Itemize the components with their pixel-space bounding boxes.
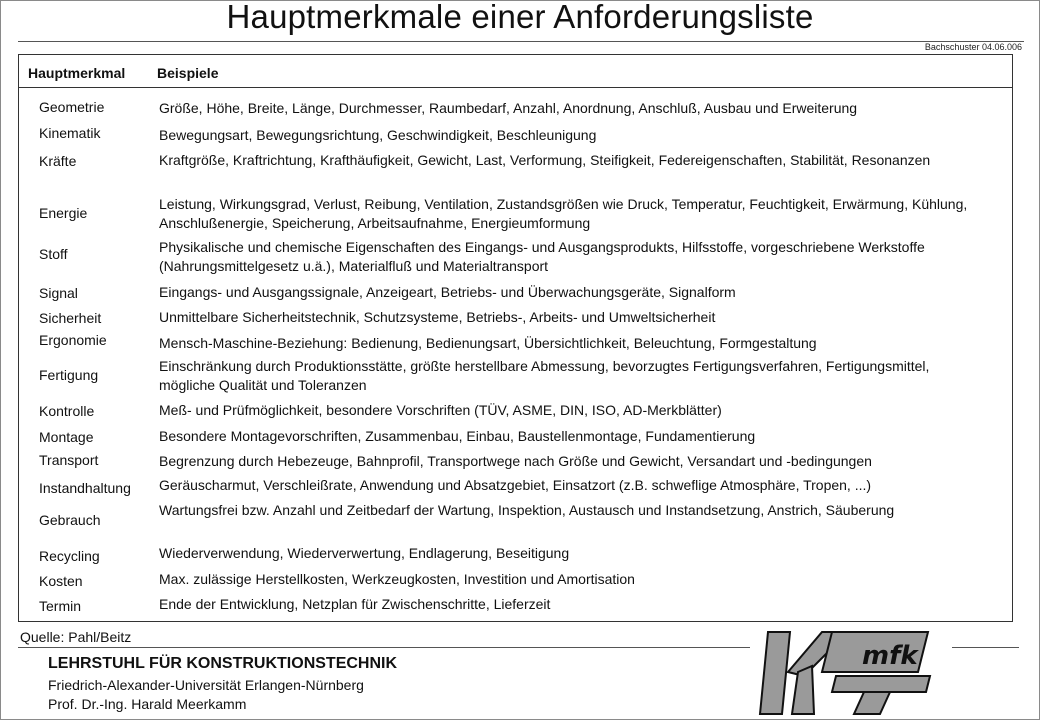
feature-examples: Eingangs- und Ausgangssignale, Anzeigeart, Betriebs- und Überwachungsgeräte, Signalform <box>159 284 736 300</box>
professor-name: Prof. Dr.-Ing. Harald Meerkamm <box>48 696 247 712</box>
chair-name: LEHRSTUHL FÜR KONSTRUKTIONSTECHNIK <box>48 655 398 672</box>
feature-label: Ergonomie <box>39 332 107 348</box>
feature-examples: Mensch-Maschine-Beziehung: Bedienung, Bedienungsart, Übersichtlichkeit, Beleuchtung, Formgestaltung <box>159 335 817 351</box>
feature-examples: Kraftgröße, Kraftrichtung, Krafthäufigkeit, Gewicht, Last, Verformung, Steifigkeit, Federeigenschaften, Stabilität, Resonanzen <box>159 152 931 168</box>
logo-text: mfk <box>862 641 918 671</box>
feature-examples: Begrenzung durch Hebezeuge, Bahnprofil, Transportwege nach Größe und Gewicht, Versandart und -bedingungen <box>159 453 872 469</box>
feature-label: Fertigung <box>39 367 99 383</box>
kt-logo <box>752 626 952 720</box>
feature-label: Recycling <box>39 548 100 564</box>
feature-examples: Max. zulässige Herstellkosten, Werkzeugkosten, Investition und Amortisation <box>159 571 635 587</box>
column-header-feature: Hauptmerkmal <box>28 65 126 81</box>
feature-label: Signal <box>39 285 78 301</box>
feature-label: Sicherheit <box>39 310 102 326</box>
feature-label: Transport <box>39 452 99 468</box>
footer-divider <box>18 647 750 648</box>
feature-examples: Wartungsfrei bzw. Anzahl und Zeitbedarf der Wartung, Inspektion, Austausch und Instandsetzung, Anstrich, Säuberung <box>159 502 895 518</box>
feature-label: Kinematik <box>39 125 101 141</box>
feature-examples: Wiederverwendung, Wiederverwertung, Endlagerung, Beseitigung <box>159 545 570 561</box>
source-note: Quelle: Pahl/Beitz <box>20 629 132 645</box>
feature-examples: Ende der Entwicklung, Netzplan für Zwischenschritte, Lieferzeit <box>159 596 551 612</box>
feature-examples: Unmittelbare Sicherheitstechnik, Schutzsysteme, Betriebs-, Arbeits- und Umweltsicherheit <box>159 309 716 325</box>
feature-label: Instandhaltung <box>39 480 131 496</box>
feature-examples: Leistung, Wirkungsgrad, Verlust, Reibung, Ventilation, Zustandsgrößen wie Druck, Temperatur, Feuchtigkeit, Erwärmung, Kühlung, Anschlußenergie, Speicherung, Arbeitsaufnahme, Energieumformung <box>159 196 968 231</box>
column-header-examples: Beispiele <box>157 65 219 81</box>
author-date-stamp: Bachschuster 04.06.006 <box>924 42 1022 52</box>
feature-examples: Meß- und Prüfmöglichkeit, besondere Vorschriften (TÜV, ASME, DIN, ISO, AD-Merkblätter) <box>159 402 722 418</box>
feature-examples: Einschränkung durch Produktionsstätte, größte herstellbare Abmessung, bevorzugtes Fertigungsverfahren, Fertigungsmittel, mögliche Qualität und Toleranzen <box>159 358 930 393</box>
feature-label: Kosten <box>39 573 83 589</box>
university-name: Friedrich-Alexander-Universität Erlangen-Nürnberg <box>48 677 364 693</box>
feature-label: Kontrolle <box>39 403 95 419</box>
feature-label: Kräfte <box>39 153 77 169</box>
feature-label: Stoff <box>39 246 68 262</box>
feature-examples: Größe, Höhe, Breite, Länge, Durchmesser, Raumbedarf, Anzahl, Anordnung, Anschluß, Ausbau und Erweiterung <box>159 100 858 116</box>
page-title: Hauptmerkmale einer Anforderungsliste <box>226 0 814 35</box>
feature-examples: Physikalische und chemische Eigenschaften des Eingangs- und Ausgangsprodukts, Hilfsstoffe, vorgeschriebene Werkstoffe (Nahrungsmittelgesetz u.ä.), Materialfluß und Materialtransport <box>159 239 925 274</box>
requirements-table <box>18 54 1013 622</box>
feature-label: Gebrauch <box>39 512 101 528</box>
feature-examples: Bewegungsart, Bewegungsrichtung, Geschwindigkeit, Beschleunigung <box>159 127 597 143</box>
table-header <box>19 55 1012 88</box>
feature-examples: Besondere Montagevorschriften, Zusammenbau, Einbau, Baustellenmontage, Fundamentierung <box>159 428 756 444</box>
footer-divider <box>952 647 1019 648</box>
feature-label: Geometrie <box>39 99 105 115</box>
feature-label: Energie <box>39 205 88 221</box>
title-divider <box>18 41 1024 42</box>
feature-examples: Geräuscharmut, Verschleißrate, Anwendung und Absatzgebiet, Einsatzort (z.B. schweflige Atmosphäre, Tropen, ...) <box>159 477 872 493</box>
feature-label: Termin <box>39 598 82 614</box>
feature-label: Montage <box>39 429 94 445</box>
